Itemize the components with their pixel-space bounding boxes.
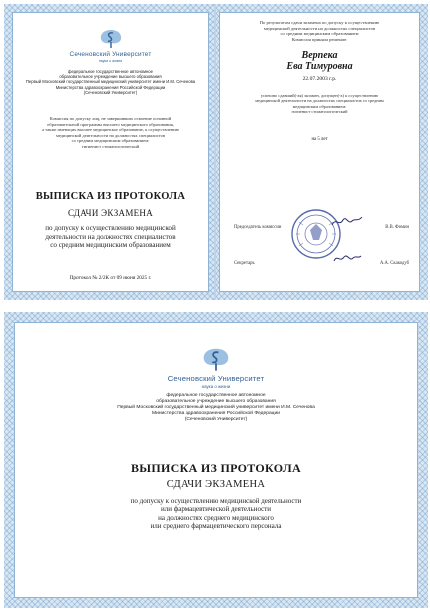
- signature-icon: [330, 213, 364, 229]
- body-line: гигиенист стоматологический: [291, 109, 348, 115]
- birth-date: 22.07.2003 г.р.: [302, 76, 337, 82]
- page-fold: [214, 4, 216, 300]
- commission-line: а также имеющих высшее медицинское образование, к осуществлению: [42, 127, 179, 133]
- org-line: образовательное учреждение высшего образования: [156, 399, 276, 404]
- university-tree-logo-icon: [199, 345, 233, 372]
- org-line: (Сеченовский Университет): [184, 417, 248, 422]
- document-subtitle: СДАЧИ ЭКЗАМЕНА: [67, 208, 154, 218]
- desc-line: или фармацевтической деятельности: [160, 505, 272, 514]
- commission-line: со средним медицинским образованием:: [71, 138, 150, 144]
- desc-line: по допуску к осуществлению медицинской деятельности: [130, 497, 302, 505]
- commission-line: Комиссия по допуску лиц, не завершивших освоение основной: [49, 116, 172, 121]
- document-subtitle: СДАЧИ ЭКЗАМЕНА: [166, 479, 266, 490]
- signature-icon: [332, 251, 362, 265]
- decision-header: [220, 20, 419, 42]
- document-description: [15, 497, 417, 531]
- university-tagline: наука о жизни: [98, 59, 123, 63]
- org-line: образовательное учреждение высшего образования: [59, 74, 162, 80]
- cover-page: [14, 322, 418, 598]
- desc-line: или среднего фармацевтического персонала: [150, 522, 282, 531]
- university-tagline: наука о жизни: [201, 384, 231, 389]
- person-given-name: Ева Тимуровна: [286, 61, 353, 72]
- commission-line: образовательной программы высшего медицинского образования,: [47, 121, 174, 127]
- header-line: медицинской деятельности на должностях специалистов: [263, 25, 376, 31]
- organization-block: [13, 69, 208, 95]
- university-name: Сеченовский Университет: [167, 374, 265, 383]
- org-line: федеральное государственное автономное: [68, 69, 153, 74]
- header-line: со средним медицинским образованием: [280, 31, 359, 37]
- org-line: Первый Московский государственный медицинский университет имени И.М. Сеченова: [25, 79, 196, 85]
- certificate-cover: [4, 312, 428, 608]
- university-name: Сеченовский Университет: [69, 51, 152, 58]
- commission-line: медицинской деятельности на должностях специалистов: [55, 132, 165, 138]
- desc-line: деятельности на должностях специалистов: [45, 232, 176, 241]
- commission-line: гигиенист стоматологический: [81, 143, 140, 149]
- organization-block: [15, 393, 417, 423]
- chair-name: В.В. Фомин: [385, 225, 409, 230]
- university-tree-logo-icon: [97, 27, 125, 49]
- body-line: успешно сдавший(-ая) экзамен, допущен(-а) к осуществлению: [260, 93, 379, 98]
- document-description: [13, 224, 208, 250]
- secretary-name: А.А. Скакодуб: [380, 261, 409, 266]
- header-line: Комиссия приняла решение:: [291, 36, 348, 42]
- protocol-number: Протокол № 2/2К от 09 июня 2025 г.: [69, 275, 152, 281]
- term-text: на 5 лет: [311, 137, 328, 142]
- org-line: федеральное государственное автономное: [166, 393, 266, 398]
- document-title: ВЫПИСКА ИЗ ПРОТОКОЛА: [35, 191, 186, 202]
- left-page: [12, 12, 209, 292]
- desc-line: со средним медицинским образованием: [50, 241, 171, 250]
- header-line: По результатам сдачи экзамена по допуску к осуществлению: [259, 20, 380, 25]
- person-surname: Верпека: [301, 50, 338, 61]
- desc-line: по допуску к осуществлению медицинской: [45, 224, 176, 232]
- certificate-spread-inside: [4, 4, 428, 300]
- body-line: медицинской деятельности на должностях специалистов со средним: [255, 98, 384, 104]
- commission-text: [13, 116, 208, 150]
- desc-line: на должностях среднего медицинского: [158, 513, 274, 522]
- org-line: Министерства здравоохранения Российской Федерации: [152, 411, 280, 416]
- org-line: Министерства здравоохранения Российской Федерации: [55, 84, 166, 90]
- decision-body: [220, 93, 419, 115]
- chair-label: Председатель комиссии: [234, 225, 282, 230]
- body-line: медицинским образованием:: [292, 103, 347, 109]
- right-page: [219, 12, 420, 292]
- org-line: (Сеченовский Университет): [83, 89, 138, 95]
- secretary-label: Секретарь: [234, 261, 255, 266]
- document-title: ВЫПИСКА ИЗ ПРОТОКОЛА: [130, 461, 301, 475]
- org-line: Первый Московский государственный медицинский университет имени И.М. Сеченова: [117, 405, 315, 410]
